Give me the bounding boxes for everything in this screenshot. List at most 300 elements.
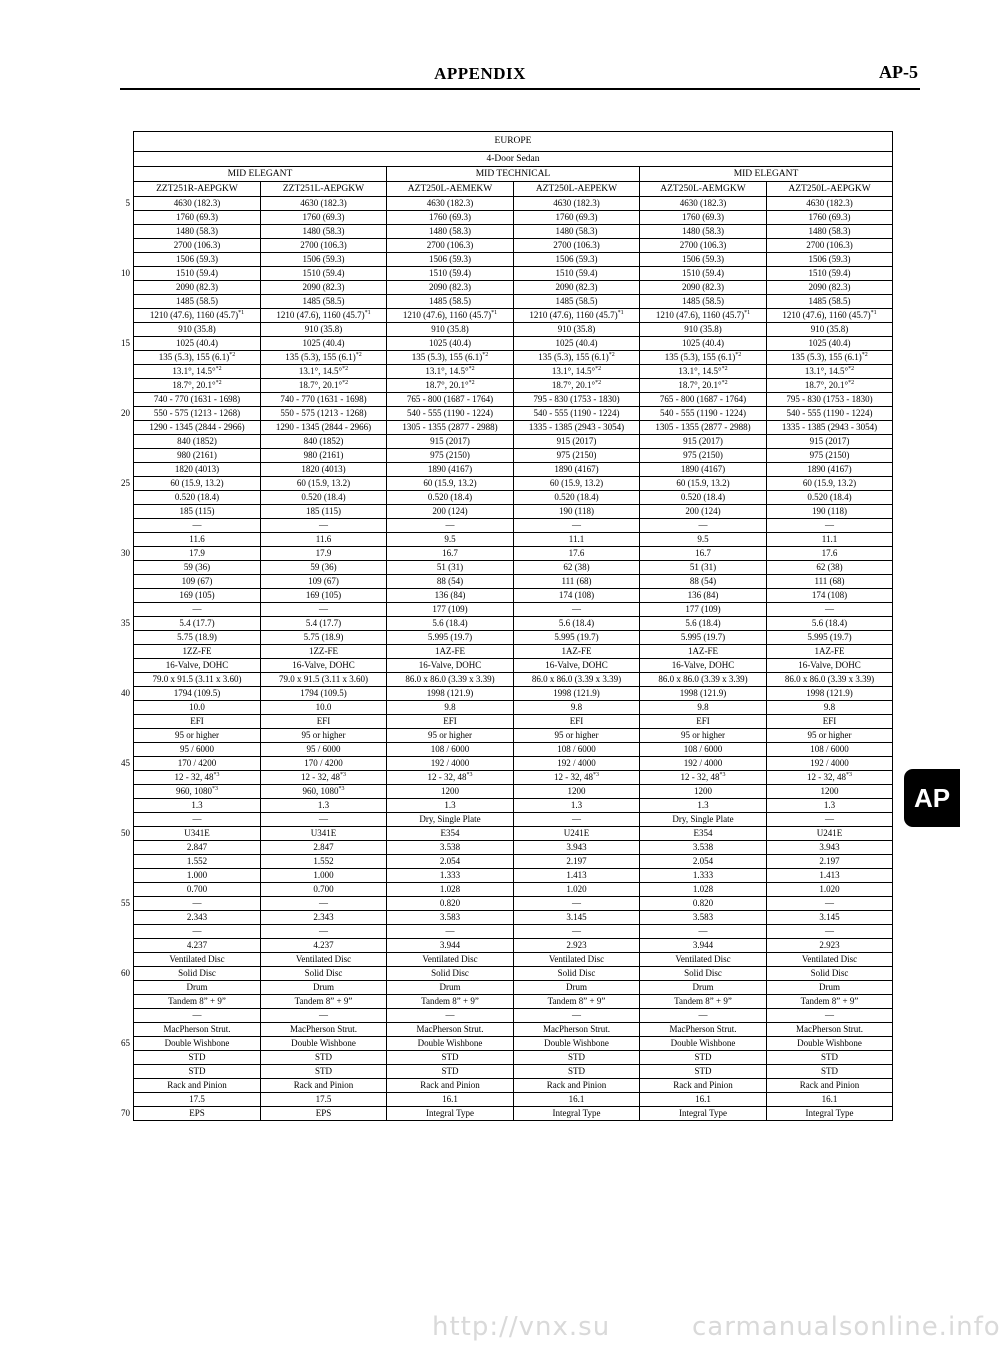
table-cell: 13.1°, 14.5°$^{*2}$ — [134, 365, 261, 379]
table-cell: 9.8 — [514, 701, 640, 715]
table-cell: Integral Type — [767, 1107, 893, 1121]
table-cell: 0.520 (18.4) — [640, 491, 767, 505]
table-cell: 16-Valve, DOHC — [640, 659, 767, 673]
table-cell: 12 - 32, 48$^{*3}$ — [767, 771, 893, 785]
table-cell: 915 (2017) — [514, 435, 640, 449]
table-cell: 200 (124) — [640, 505, 767, 519]
table-cell: 11.1 — [767, 533, 893, 547]
table-cell: 840 (1852) — [134, 435, 261, 449]
table-cell: Rack and Pinion — [640, 1079, 767, 1093]
line-number: 35 — [121, 617, 130, 628]
table-row — [134, 197, 893, 211]
table-cell: 200 (124) — [387, 505, 514, 519]
table-cell: 1480 (58.3) — [640, 225, 767, 239]
table-cell: Double Wishbone — [261, 1037, 387, 1051]
table-cell: — — [640, 519, 767, 533]
table-cell: Solid Disc — [514, 967, 640, 981]
line-number: 40 — [121, 687, 130, 698]
table-row — [134, 211, 893, 225]
table-cell: 1890 (4167) — [640, 463, 767, 477]
table-cell: 2090 (82.3) — [640, 281, 767, 295]
table-cell: 86.0 x 86.0 (3.39 x 3.39) — [767, 673, 893, 687]
table-cell: 1998 (121.9) — [640, 687, 767, 701]
table-cell: 0.820 — [387, 897, 514, 911]
table-cell: EFI — [134, 715, 261, 729]
table-row — [134, 1093, 893, 1107]
table-row — [134, 407, 893, 421]
table-cell: 1.000 — [261, 869, 387, 883]
table-row — [134, 449, 893, 463]
table-cell: 5.75 (18.9) — [261, 631, 387, 645]
table-cell: 2.343 — [134, 911, 261, 925]
model-code-header: AZT250L-AEPGKW — [767, 182, 893, 197]
table-cell: 16-Valve, DOHC — [261, 659, 387, 673]
table-cell: — — [514, 925, 640, 939]
table-cell: 1506 (59.3) — [134, 253, 261, 267]
table-cell: 1.3 — [514, 799, 640, 813]
table-row — [134, 337, 893, 351]
table-cell: 540 - 555 (1190 - 1224) — [640, 407, 767, 421]
table-row — [134, 1023, 893, 1037]
table-cell: 60 (15.9, 13.2) — [387, 477, 514, 491]
model-code-header: ZZT251L-AEPGKW — [261, 182, 387, 197]
table-cell: STD — [640, 1051, 767, 1065]
table-cell: Tandem 8” + 9” — [514, 995, 640, 1009]
table-cell: 915 (2017) — [387, 435, 514, 449]
table-cell: 1200 — [640, 785, 767, 799]
table-cell: EFI — [387, 715, 514, 729]
table-row — [134, 463, 893, 477]
model-code-header: AZT250L-AEMEKW — [387, 182, 514, 197]
table-cell: 16.1 — [767, 1093, 893, 1107]
table-cell: — — [767, 603, 893, 617]
table-cell: 4630 (182.3) — [640, 197, 767, 211]
table-cell: 1.552 — [134, 855, 261, 869]
table-row — [134, 589, 893, 603]
table-cell: Tandem 8” + 9” — [261, 995, 387, 1009]
table-row — [134, 855, 893, 869]
table-cell: STD — [514, 1051, 640, 1065]
table-cell: 60 (15.9, 13.2) — [261, 477, 387, 491]
table-cell: 1.333 — [640, 869, 767, 883]
table-cell: Integral Type — [514, 1107, 640, 1121]
table-cell: 1ZZ-FE — [261, 645, 387, 659]
table-cell: Double Wishbone — [767, 1037, 893, 1051]
line-number: 70 — [121, 1107, 130, 1118]
table-cell: 111 (68) — [514, 575, 640, 589]
table-cell: 1.000 — [134, 869, 261, 883]
table-cell: 980 (2161) — [261, 449, 387, 463]
table-cell: 174 (108) — [514, 589, 640, 603]
table-row — [134, 1065, 893, 1079]
table-cell: 185 (115) — [261, 505, 387, 519]
table-cell: — — [134, 925, 261, 939]
table-cell: 1210 (47.6), 1160 $(45.7)^{*1}$ — [387, 309, 514, 323]
table-cell: 10.0 — [134, 701, 261, 715]
line-number: 25 — [121, 477, 130, 488]
table-cell: 3.145 — [767, 911, 893, 925]
table-cell: 108 / 6000 — [514, 743, 640, 757]
table-cell: 4.237 — [261, 939, 387, 953]
table-cell: 59 (36) — [261, 561, 387, 575]
table-row — [134, 547, 893, 561]
page-title: APPENDIX — [434, 64, 526, 83]
table-cell: 1ZZ-FE — [134, 645, 261, 659]
table-cell: 1.3 — [134, 799, 261, 813]
table-cell: — — [767, 1009, 893, 1023]
table-cell: EFI — [261, 715, 387, 729]
table-cell: 13.1°, 14.5°$^{*2}$ — [767, 365, 893, 379]
table-cell: 108 / 6000 — [640, 743, 767, 757]
table-cell: MacPherson Strut. — [387, 1023, 514, 1037]
table-cell: EFI — [514, 715, 640, 729]
table-row — [134, 575, 893, 589]
table-cell: 5.995 (19.7) — [767, 631, 893, 645]
table-cell: 2700 (106.3) — [134, 239, 261, 253]
table-cell: 5.75 (18.9) — [134, 631, 261, 645]
table-row — [134, 953, 893, 967]
table-cell: 16-Valve, DOHC — [767, 659, 893, 673]
table-cell: 3.538 — [640, 841, 767, 855]
table-cell: 0.520 (18.4) — [387, 491, 514, 505]
table-cell: 1025 (40.4) — [514, 337, 640, 351]
table-cell: 960, 1080$^{*3}$ — [134, 785, 261, 799]
table-cell: 1290 - 1345 (2844 - 2966) — [261, 421, 387, 435]
table-cell: — — [514, 1009, 640, 1023]
table-cell: 17.5 — [261, 1093, 387, 1107]
table-cell: 1.028 — [640, 883, 767, 897]
table-cell: 540 - 555 (1190 - 1224) — [767, 407, 893, 421]
table-cell: 108 / 6000 — [767, 743, 893, 757]
table-cell: 3.583 — [387, 911, 514, 925]
table-cell: 190 (118) — [767, 505, 893, 519]
table-cell: 3.944 — [387, 939, 514, 953]
table-cell: 9.5 — [387, 533, 514, 547]
table-cell: 5.4 (17.7) — [134, 617, 261, 631]
table-cell: 2.847 — [134, 841, 261, 855]
table-cell: 2700 (106.3) — [261, 239, 387, 253]
table-cell: 540 - 555 (1190 - 1224) — [514, 407, 640, 421]
table-cell: 1510 (59.4) — [767, 267, 893, 281]
table-cell: Drum — [134, 981, 261, 995]
table-cell: 740 - 770 (1631 - 1698) — [134, 393, 261, 407]
table-cell: 2.343 — [261, 911, 387, 925]
grade-header: MID ELEGANT — [134, 167, 387, 182]
table-cell: Tandem 8” + 9” — [134, 995, 261, 1009]
table-cell: 51 (31) — [640, 561, 767, 575]
table-row — [134, 799, 893, 813]
table-cell: Ventilated Disc — [134, 953, 261, 967]
table-cell: 2.054 — [387, 855, 514, 869]
table-row — [134, 239, 893, 253]
table-cell: 16-Valve, DOHC — [514, 659, 640, 673]
table-row — [134, 267, 893, 281]
table-cell: — — [514, 519, 640, 533]
table-cell: 980 (2161) — [134, 449, 261, 463]
table-cell: Ventilated Disc — [767, 953, 893, 967]
table-cell: 16.7 — [387, 547, 514, 561]
line-number: 5 — [125, 197, 130, 208]
line-number: 65 — [121, 1037, 130, 1048]
table-cell: STD — [514, 1065, 640, 1079]
table-cell: 88 (54) — [640, 575, 767, 589]
table-row — [134, 743, 893, 757]
table-cell: 11.6 — [134, 533, 261, 547]
table-cell: 192 / 4000 — [514, 757, 640, 771]
table-cell: 109 (67) — [134, 575, 261, 589]
table-row — [134, 757, 893, 771]
table-cell: — — [134, 1009, 261, 1023]
table-cell: 1025 (40.4) — [640, 337, 767, 351]
table-cell: 1480 (58.3) — [514, 225, 640, 239]
table-cell: 1760 (69.3) — [767, 211, 893, 225]
table-cell: 18.7°, 20.1°$^{*2}$ — [134, 379, 261, 393]
table-cell: 174 (108) — [767, 589, 893, 603]
table-cell: 109 (67) — [261, 575, 387, 589]
table-cell: 2.923 — [514, 939, 640, 953]
table-cell: 16.1 — [514, 1093, 640, 1107]
table-cell: 3.943 — [514, 841, 640, 855]
table-cell: 9.8 — [767, 701, 893, 715]
table-cell: 18.7°, 20.1°$^{*2}$ — [387, 379, 514, 393]
table-cell: — — [261, 925, 387, 939]
table-cell: 18.7°, 20.1°$^{*2}$ — [261, 379, 387, 393]
table-cell: 3.943 — [767, 841, 893, 855]
table-row — [134, 505, 893, 519]
table-cell: 2700 (106.3) — [387, 239, 514, 253]
table-cell: 5.6 (18.4) — [387, 617, 514, 631]
table-cell: 12 - 32, 48$^{*3}$ — [387, 771, 514, 785]
table-cell: 1025 (40.4) — [387, 337, 514, 351]
table-cell: 910 (35.8) — [640, 323, 767, 337]
table-cell: STD — [261, 1051, 387, 1065]
table-cell: 975 (2150) — [514, 449, 640, 463]
table-cell: 1210 (47.6), 1160 $(45.7)^{*1}$ — [640, 309, 767, 323]
table-cell: 4.237 — [134, 939, 261, 953]
table-cell: 136 (84) — [387, 589, 514, 603]
table-cell: 170 / 4200 — [134, 757, 261, 771]
table-cell: 1760 (69.3) — [134, 211, 261, 225]
table-cell: 135 (5.3), 155 $(6.1)^{*2}$ — [767, 351, 893, 365]
table-cell: STD — [134, 1051, 261, 1065]
table-cell: 4630 (182.3) — [134, 197, 261, 211]
table-cell: 1890 (4167) — [514, 463, 640, 477]
line-number: 10 — [121, 267, 130, 278]
table-cell: U241E — [767, 827, 893, 841]
table-cell: MacPherson Strut. — [640, 1023, 767, 1037]
table-cell: Double Wishbone — [514, 1037, 640, 1051]
table-row — [134, 939, 893, 953]
table-cell: STD — [261, 1065, 387, 1079]
table-cell: 1AZ-FE — [387, 645, 514, 659]
table-cell: 1506 (59.3) — [387, 253, 514, 267]
table-row — [134, 673, 893, 687]
table-cell: Drum — [514, 981, 640, 995]
table-cell: 1.3 — [387, 799, 514, 813]
table-cell: 1.3 — [261, 799, 387, 813]
table-cell: 1305 - 1355 (2877 - 2988) — [640, 421, 767, 435]
table-row — [134, 1037, 893, 1051]
table-cell: 177 (109) — [640, 603, 767, 617]
table-cell: — — [134, 519, 261, 533]
table-cell: 1820 (4013) — [261, 463, 387, 477]
table-cell: 12 - 32, 48$^{*3}$ — [640, 771, 767, 785]
table-cell: 60 (15.9, 13.2) — [134, 477, 261, 491]
table-row — [134, 1107, 893, 1121]
table-cell: 1.3 — [767, 799, 893, 813]
table-cell: 2090 (82.3) — [134, 281, 261, 295]
table-row — [134, 729, 893, 743]
table-row — [134, 995, 893, 1009]
table-cell: STD — [387, 1065, 514, 1079]
table-cell: Drum — [767, 981, 893, 995]
table-cell: Drum — [261, 981, 387, 995]
table-cell: 17.6 — [514, 547, 640, 561]
table-cell: 88 (54) — [387, 575, 514, 589]
table-row — [134, 869, 893, 883]
table-cell: 12 - 32, 48$^{*3}$ — [134, 771, 261, 785]
table-cell: U241E — [514, 827, 640, 841]
table-cell: 1335 - 1385 (2943 - 3054) — [514, 421, 640, 435]
table-cell: 1210 (47.6), 1160 $(45.7)^{*1}$ — [514, 309, 640, 323]
table-cell: 2090 (82.3) — [767, 281, 893, 295]
table-cell: 0.700 — [134, 883, 261, 897]
table-cell: 1200 — [387, 785, 514, 799]
table-cell: 1485 (58.5) — [514, 295, 640, 309]
table-cell: 915 (2017) — [767, 435, 893, 449]
line-number: 15 — [121, 337, 130, 348]
table-row — [134, 519, 893, 533]
table-cell: 1.3 — [640, 799, 767, 813]
table-cell: Dry, Single Plate — [387, 813, 514, 827]
table-cell: 95 or higher — [514, 729, 640, 743]
table-cell: 795 - 830 (1753 - 1830) — [767, 393, 893, 407]
table-cell: 1998 (121.9) — [767, 687, 893, 701]
table-cell: — — [767, 897, 893, 911]
table-cell: — — [767, 519, 893, 533]
table-cell: 1510 (59.4) — [134, 267, 261, 281]
table-cell: 1506 (59.3) — [640, 253, 767, 267]
table-cell: 1.020 — [514, 883, 640, 897]
table-row — [134, 617, 893, 631]
table-cell: 9.5 — [640, 533, 767, 547]
table-cell: Solid Disc — [767, 967, 893, 981]
table-cell: 16-Valve, DOHC — [134, 659, 261, 673]
table-cell: 3.538 — [387, 841, 514, 855]
table-cell: Dry, Single Plate — [640, 813, 767, 827]
table-cell: Rack and Pinion — [514, 1079, 640, 1093]
table-cell: 1890 (4167) — [387, 463, 514, 477]
table-cell: Tandem 8” + 9” — [640, 995, 767, 1009]
table-cell: MacPherson Strut. — [767, 1023, 893, 1037]
region-header: EUROPE — [134, 132, 893, 152]
page-number: AP-5 — [879, 62, 918, 82]
table-cell: 185 (115) — [134, 505, 261, 519]
table-cell: 3.944 — [640, 939, 767, 953]
table-cell: 1485 (58.5) — [134, 295, 261, 309]
table-cell: 1210 (47.6), 1160 $(45.7)^{*1}$ — [134, 309, 261, 323]
table-cell: 975 (2150) — [767, 449, 893, 463]
table-cell: 111 (68) — [767, 575, 893, 589]
table-cell: MacPherson Strut. — [514, 1023, 640, 1037]
table-cell: 2.923 — [767, 939, 893, 953]
watermark-right: carmanualsonline.info — [692, 1312, 1001, 1342]
table-cell: 2.847 — [261, 841, 387, 855]
table-cell: 16.1 — [640, 1093, 767, 1107]
table-cell: 915 (2017) — [640, 435, 767, 449]
table-cell: 1480 (58.3) — [261, 225, 387, 239]
table-cell: 910 (35.8) — [134, 323, 261, 337]
table-cell: 550 - 575 (1213 - 1268) — [134, 407, 261, 421]
table-row — [134, 435, 893, 449]
table-cell: — — [640, 925, 767, 939]
table-cell: Rack and Pinion — [387, 1079, 514, 1093]
table-cell: 1025 (40.4) — [134, 337, 261, 351]
table-cell: 1485 (58.5) — [261, 295, 387, 309]
table-cell: 1794 (109.5) — [134, 687, 261, 701]
table-cell: 1480 (58.3) — [387, 225, 514, 239]
table-row — [134, 309, 893, 323]
table-cell: EPS — [134, 1107, 261, 1121]
table-cell: — — [387, 925, 514, 939]
table-cell: 79.0 x 91.5 (3.11 x 3.60) — [134, 673, 261, 687]
table-row — [134, 393, 893, 407]
table-cell: 18.7°, 20.1°$^{*2}$ — [767, 379, 893, 393]
table-cell: 5.4 (17.7) — [261, 617, 387, 631]
table-cell: 795 - 830 (1753 - 1830) — [514, 393, 640, 407]
table-cell: 1025 (40.4) — [767, 337, 893, 351]
table-cell: 1760 (69.3) — [261, 211, 387, 225]
table-cell: — — [261, 813, 387, 827]
table-cell: 17.6 — [767, 547, 893, 561]
table-cell: 5.995 (19.7) — [640, 631, 767, 645]
table-cell: 0.520 (18.4) — [261, 491, 387, 505]
table-cell: 11.6 — [261, 533, 387, 547]
grade-header: MID ELEGANT — [640, 167, 893, 182]
table-cell: 5.995 (19.7) — [387, 631, 514, 645]
table-cell: 9.8 — [387, 701, 514, 715]
table-row — [134, 477, 893, 491]
table-cell: 1890 (4167) — [767, 463, 893, 477]
table-cell: — — [261, 519, 387, 533]
watermark-left: http://vnx.su — [432, 1312, 611, 1342]
table-cell: 0.520 (18.4) — [767, 491, 893, 505]
table-cell: 910 (35.8) — [387, 323, 514, 337]
table-cell: 910 (35.8) — [767, 323, 893, 337]
table-cell: 1200 — [514, 785, 640, 799]
table-cell: — — [387, 1009, 514, 1023]
line-number: 30 — [121, 547, 130, 558]
table-row — [134, 659, 893, 673]
table-cell: 4630 (182.3) — [767, 197, 893, 211]
table-cell: 177 (109) — [387, 603, 514, 617]
table-cell: 192 / 4000 — [767, 757, 893, 771]
table-cell: — — [640, 1009, 767, 1023]
table-row — [134, 897, 893, 911]
table-row — [134, 631, 893, 645]
table-row — [134, 827, 893, 841]
table-row — [134, 379, 893, 393]
table-cell: 550 - 575 (1213 - 1268) — [261, 407, 387, 421]
table-row — [134, 645, 893, 659]
table-cell: 1485 (58.5) — [767, 295, 893, 309]
table-cell: MacPherson Strut. — [261, 1023, 387, 1037]
table-cell: 1510 (59.4) — [261, 267, 387, 281]
table-cell: 190 (118) — [514, 505, 640, 519]
table-row — [134, 771, 893, 785]
table-cell: 1AZ-FE — [640, 645, 767, 659]
table-cell: 765 - 800 (1687 - 1764) — [387, 393, 514, 407]
